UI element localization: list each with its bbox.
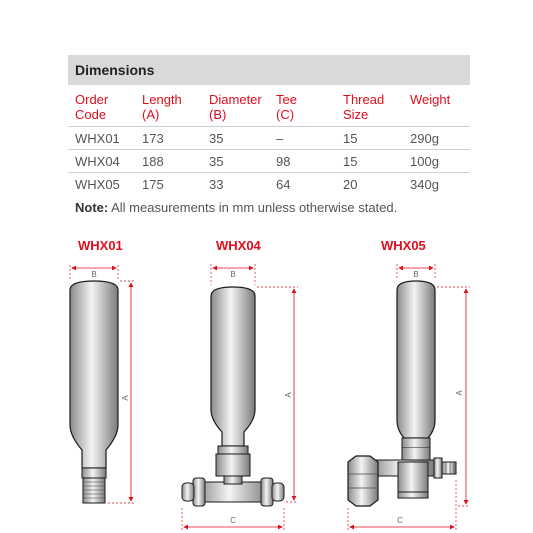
label-whx01: WHX01 [78,238,123,253]
label-whx04: WHX04 [216,238,261,253]
whx04-nut [216,454,250,476]
whx05-dim-c-label: C [397,516,403,525]
whx05-cylinder-body [397,281,435,438]
cell-weight: 340g [410,176,439,192]
whx05-dim-b-label: B [413,270,419,279]
col-diameter: Diameter (B) [202,90,269,127]
cell-thread-size: 20 [343,176,358,192]
label-whx05: WHX05 [381,238,426,253]
diagram-whx01 [70,265,134,503]
whx05-hex-nut [348,456,378,506]
col-weight: Weight [403,90,470,127]
cell-thread-size: 15 [336,150,403,173]
whx01-nut [82,468,106,478]
diagram-whx04 [182,264,298,530]
cell-length: 175 [142,176,164,192]
whx04-tee-pipe [196,482,270,502]
whx01-cylinder-body [70,281,118,468]
whx04-dim-a-label: A [284,392,293,398]
cell-diameter: 33 [209,176,224,192]
cell-weight: 100g [403,150,470,173]
col-thread-size: Thread Size [336,90,403,127]
cell-order-code: WHX01 [68,127,135,150]
cell-order-code: WHX05 [75,176,120,192]
dimensions-title: Dimensions [68,55,470,85]
col-tee: Tee (C) [269,90,336,127]
whx04-right-fitting [261,478,273,506]
whx04-collar [218,446,248,454]
cell-order-code: WHX04 [68,150,135,173]
whx04-left-end [182,483,194,501]
cell-tee: 98 [269,150,336,173]
cell-diameter: 35 [202,150,269,173]
cell-tee: 64 [276,176,291,192]
cell-length: 188 [135,150,202,173]
note-label: Note: [75,200,109,215]
whx01-dim-b-label: B [91,270,97,279]
whx04-cylinder-body [211,287,255,446]
whx05-dim-a-label: A [455,390,464,396]
cell-diameter: 35 [202,127,269,150]
whx04-dim-b-label: B [230,270,236,279]
col-length: Length (A) [135,90,202,127]
whx04-left-fitting [193,478,205,506]
whx04-dim-c-label: C [230,516,236,525]
cell-tee: – [269,127,336,150]
cell-length: 173 [135,127,202,150]
whx04-right-end [272,483,284,501]
diagram-whx05 [348,264,470,530]
cell-thread-size: 15 [336,127,403,150]
note-text: All measurements in mm unless otherwise stated. [108,200,398,215]
whx01-dim-a-label: A [121,395,130,401]
col-order-code: Order Code [68,90,135,127]
cell-weight: 290g [403,127,470,150]
